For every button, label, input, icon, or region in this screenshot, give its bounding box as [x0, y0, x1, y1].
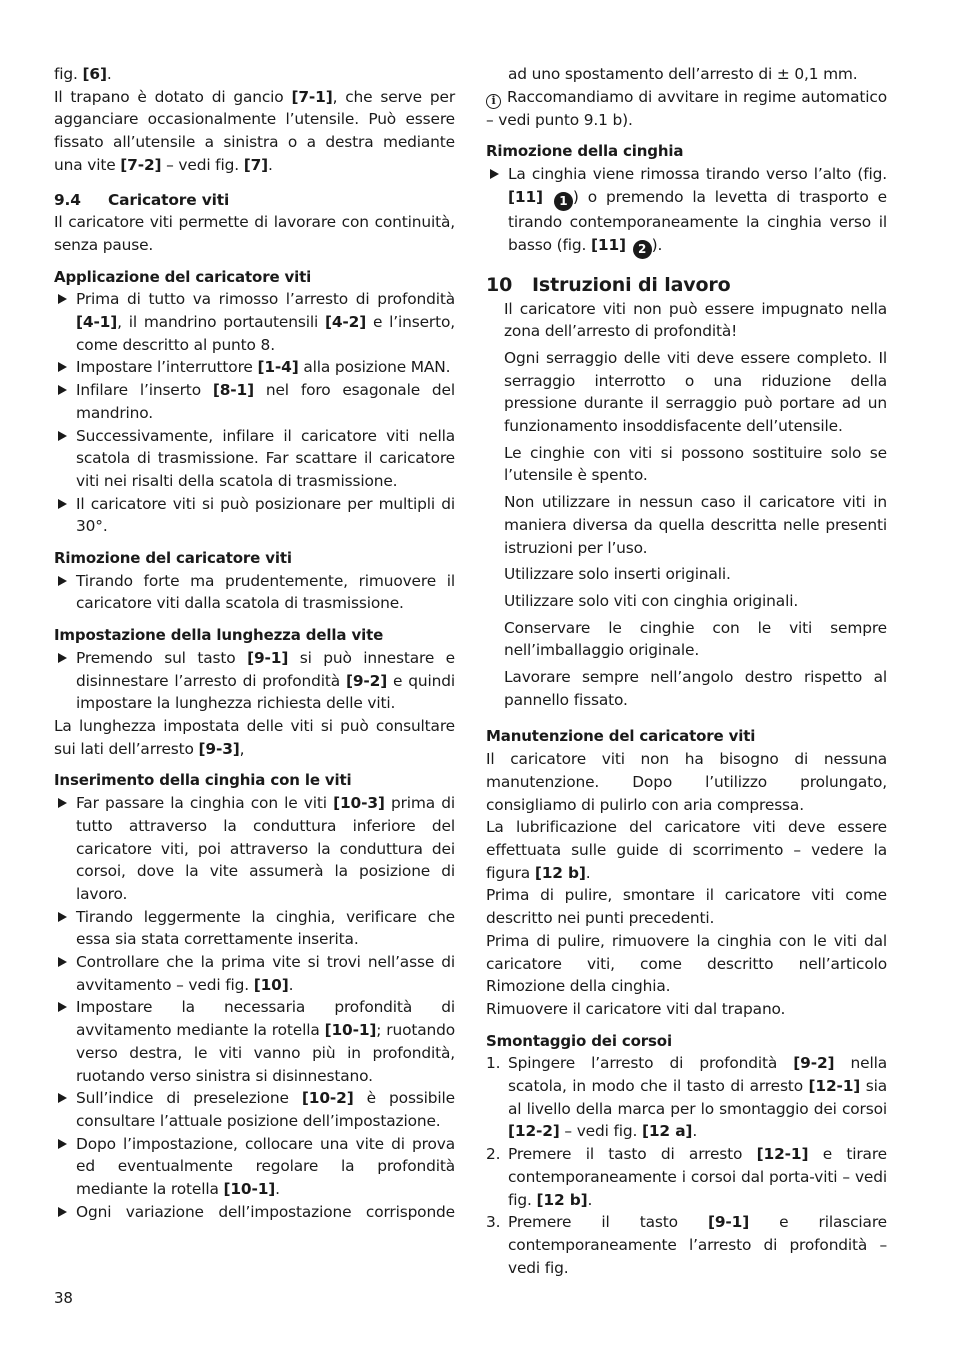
list-item: Impostare l’interruttore [1-4] alla posizione MAN.	[54, 356, 455, 379]
list-item: Ogni variazione dell’impostazione corrisponde	[54, 1201, 455, 1224]
bullet-triangle-icon	[58, 1139, 67, 1149]
page-number: 38	[54, 1289, 73, 1307]
list-item: Impostare la necessaria profondità di avvitamento mediante la rotella [10-1]; ruotando verso destra, le viti vanno più in profondità, ruotando verso sinistra si disinnestano.	[54, 996, 455, 1087]
bullet-triangle-icon	[58, 1002, 67, 1012]
paragraph: Lavorare sempre nell’angolo destro rispetto al pannello fissato.	[504, 668, 887, 709]
subheading: Manutenzione del caricatore viti	[486, 727, 756, 746]
list-item: Il caricatore viti si può posizionare per multipli di 30°.	[54, 493, 455, 538]
info-icon: i	[486, 94, 501, 109]
bullet-triangle-icon	[58, 385, 67, 395]
list-item: Controllare che la prima vite si trovi nell’asse di avvitamento – vedi fig. [10].	[54, 951, 455, 996]
bullet-triangle-icon	[58, 798, 67, 808]
right-column	[486, 63, 887, 1279]
bullet-triangle-icon	[58, 1207, 67, 1217]
paragraph: La lubrificazione del caricatore viti deve essere effettuata sulle guide di scorrimento – vedere la figura [12 b].	[486, 818, 887, 882]
list-item: Sull’indice di preselezione [10-2] è possibile consultare l’attuale posizione dell’impostazione.	[54, 1087, 455, 1132]
bullet-triangle-icon	[490, 169, 499, 179]
bullet-triangle-icon	[58, 957, 67, 967]
bullet-triangle-icon	[58, 294, 67, 304]
paragraph: Il caricatore viti non può essere impugnato nella zona dell’arresto di profondità!	[504, 299, 887, 341]
callout-number-1-icon: 1	[554, 192, 573, 211]
list-item: Infilare l’inserto [8-1] nel foro esagonale del mandrino.	[54, 379, 455, 424]
numbered-list-item: 2. Premere il tasto di arresto [12-1] e tirare contemporaneamente i corsoi dal porta-viti – vedi fig. [12 b].	[486, 1145, 887, 1209]
numbered-list-item: 1. Spingere l’arresto di profondità [9-2] nella scatola, in modo che il tasto di arresto [12-1] sia al livello della marca per lo smontaggio dei corsoi [12-2] – vedi fig. [12 a].	[486, 1054, 887, 1141]
subheading: Inserimento della cinghia con le viti	[54, 771, 352, 790]
subheading: Rimozione della cinghia	[486, 142, 684, 161]
bullet-triangle-icon	[58, 431, 67, 441]
numbered-list-item: 3. Premere il tasto [9-1] e rilasciare contemporaneamente l’arresto di profondità – vedi fig.	[486, 1213, 887, 1277]
paragraph: fig. [6].	[54, 65, 112, 83]
paragraph: Le cinghie con viti si possono sostituire solo se l’utensile è spento.	[504, 443, 887, 485]
paragraph: Utilizzare solo inserti originali.	[504, 565, 731, 584]
list-item: Successivamente, infilare il caricatore viti nella scatola di trasmissione. Far scattare il caricatore viti nei risalti della scatola di trasmissione.	[54, 425, 455, 493]
paragraph: Rimuovere il caricatore viti dal trapano.	[486, 999, 786, 1018]
list-item: La cinghia viene rimossa tirando verso l’alto (fig. [11] 1 ) o premendo la levetta di trasporto e tirando contemporaneamente la cinghia verso il basso (fig. [11] 2 ).	[486, 163, 887, 258]
bullet-triangle-icon	[58, 362, 67, 372]
paragraph: Il trapano è dotato di gancio [7-1], che serve per agganciare occasionalmente l’utensile. Può essere fissato all’utensile a sinistra o a destra mediante una vite [7-2] – vedi fig. [7].	[54, 87, 456, 174]
left-column	[54, 63, 455, 1223]
callout-number-2-icon: 2	[633, 240, 652, 259]
list-item: Premendo sul tasto [9-1] si può innestare e disinnestare l’arresto di profondità [9-2] e quindi impostare la lunghezza richiesta delle viti.	[54, 647, 455, 715]
list-item: Tirando forte ma prudentemente, rimuovere il caricatore viti dalla scatola di trasmissione.	[54, 570, 455, 615]
list-item: Far passare la cinghia con le viti [10-3] prima di tutto attraverso la conduttura inferiore del caricatore viti, poi attraverso la conduttura dei corsoi, dove la vite assumerà la posizione di lavoro.	[54, 792, 455, 906]
list-item: Prima di tutto va rimosso l’arresto di profondità [4-1], il mandrino portautensili [4-2] e l’inserto, come descritto al punto 8.	[54, 288, 455, 356]
paragraph: Il caricatore viti permette di lavorare con continuità, senza pause.	[54, 213, 455, 254]
section-heading-9-4: 9.4 Caricatore viti	[54, 190, 230, 209]
bullet-triangle-icon	[58, 1093, 67, 1103]
subheading: Smontaggio dei corsoi	[486, 1031, 672, 1050]
list-item: Tirando leggermente la cinghia, verificare che essa sia stata correttamente inserita.	[54, 906, 455, 951]
bullet-triangle-icon	[58, 499, 67, 509]
subheading: Rimozione del caricatore viti	[54, 549, 292, 568]
paragraph: ad uno spostamento dell’arresto di ± 0,1 mm.	[508, 65, 858, 83]
paragraph: Utilizzare solo viti con cinghia originali.	[504, 591, 799, 610]
paragraph: Conservare le cinghie con le viti sempre nell’imballaggio originale.	[504, 618, 887, 660]
bullet-triangle-icon	[58, 912, 67, 922]
info-note: i Raccomandiamo di avvitare in regime automatico – vedi punto 9.1 b).	[486, 87, 887, 129]
paragraph: La lunghezza impostata delle viti si può consultare sui lati dell’arresto [9-3],	[54, 716, 455, 758]
subheading: Applicazione del caricatore viti	[54, 267, 312, 286]
subheading: Impostazione della lunghezza della vite	[54, 626, 384, 645]
paragraph: Prima di pulire, smontare il caricatore viti come descritto nei punti precedenti.	[486, 886, 887, 928]
bullet-triangle-icon	[58, 576, 67, 586]
paragraph: Il caricatore viti non ha bisogno di nessuna manutenzione. Dopo l’utilizzo prolungato, consigliamo di pulirlo con aria compressa.	[486, 750, 887, 814]
paragraph: Prima di pulire, rimuovere la cinghia con le viti dal caricatore viti, come descritto nell’articolo Rimozione della cinghia.	[486, 931, 887, 996]
section-heading-10: 10 Istruzioni di lavoro	[486, 273, 731, 296]
paragraph: Non utilizzare in nessun caso il caricatore viti in maniera diversa da quella descritta nelle presenti istruzioni per l’uso.	[504, 493, 887, 557]
list-item: Dopo l’impostazione, collocare una vite di prova ed eventualmente regolare la profondità mediante la rotella [10-1].	[54, 1133, 455, 1201]
bullet-triangle-icon	[58, 653, 67, 663]
paragraph: Ogni serraggio delle viti deve essere completo. Il serraggio interrotto o una riduzione della pressione durante il serraggio può portare ad un funzionamento insoddisfacente dell’utensile.	[504, 348, 887, 436]
